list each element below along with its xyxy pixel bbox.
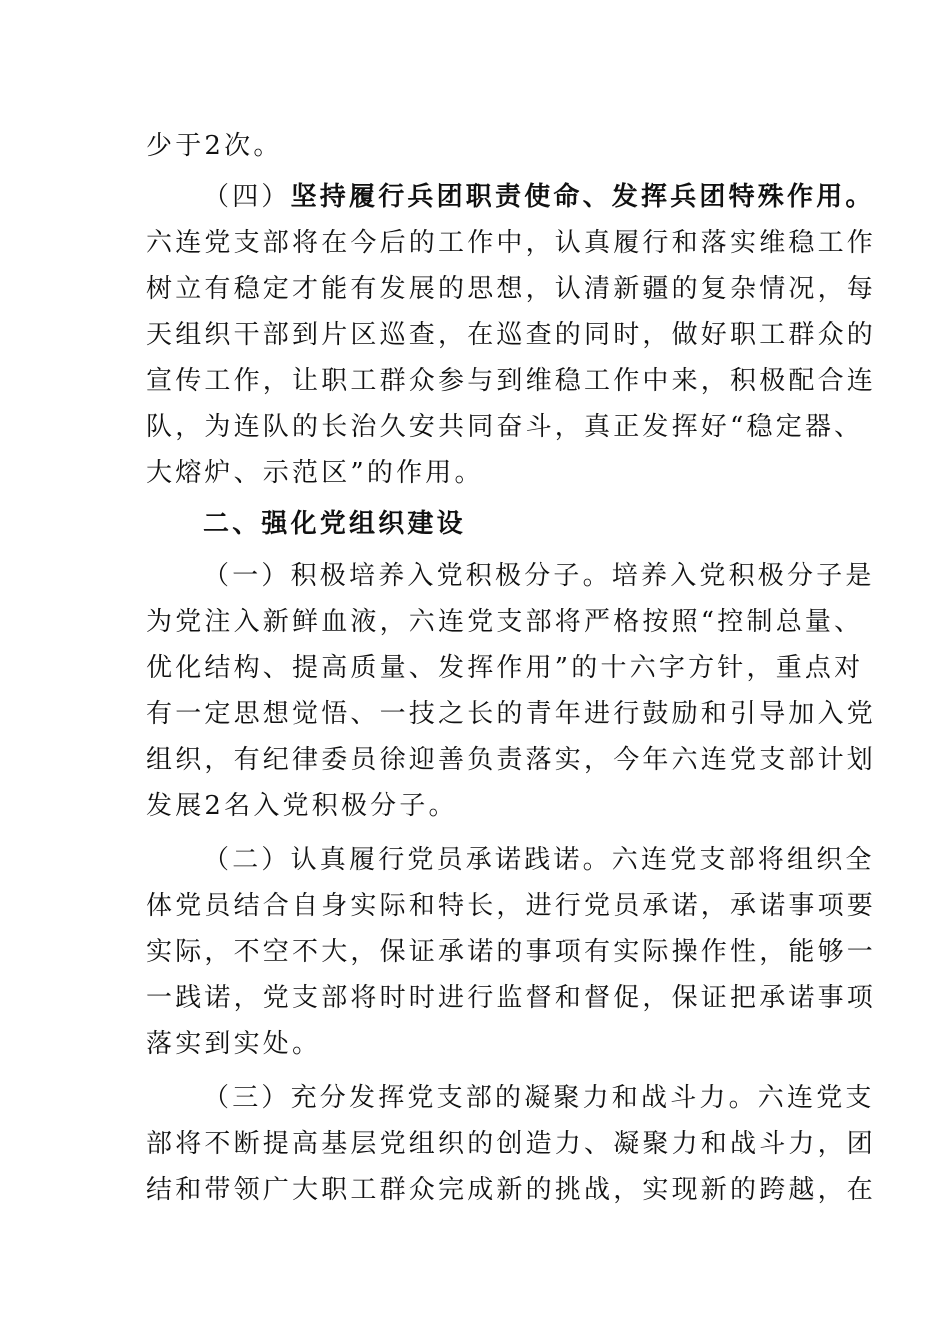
paragraph-line: 体党员结合自身实际和特长，进行党员承诺，承诺事项要 (146, 891, 877, 921)
section-4-title: 坚持履行兵团职责使命、发挥兵团特殊作用。 (290, 182, 875, 212)
paragraph-line: 大熔炉、示范区”的作用。 (146, 458, 484, 488)
paragraph-line: 结和带领广大职工群众完成新的挑战，实现新的跨越，在 (146, 1175, 877, 1205)
paragraph-line: 队，为连队的长治久安共同奋斗，真正发挥好“稳定器、 (146, 412, 864, 442)
paragraph-line: 组织，有纪律委员徐迎善负责落实，今年六连党支部计划 (146, 745, 877, 775)
paragraph-line: 天组织干部到片区巡查，在巡查的同时，做好职工群众的 (146, 320, 877, 350)
paragraph-line: 一践诺，党支部将时时进行监督和督促，保证把承诺事项 (146, 983, 877, 1013)
section-4-number: （四） (203, 182, 291, 212)
paragraph-line: 优化结构、提高质量、发挥作用”的十六字方针，重点对 (146, 653, 864, 683)
paragraph-line: （一）积极培养入党积极分子。培养入党积极分子是 (203, 561, 875, 591)
chapter-heading: 二、强化党组织建设 (203, 509, 466, 539)
paragraph-line: 少于2次。 (146, 131, 283, 161)
paragraph-line: 实际，不空不大，保证承诺的事项有实际操作性，能够一 (146, 937, 877, 967)
paragraph-line: 六连党支部将在今后的工作中，认真履行和落实维稳工作 (146, 228, 877, 258)
paragraph-line: 为党注入新鲜血液，六连党支部将严格按照“控制总量、 (146, 607, 864, 637)
section-4-heading (203, 179, 875, 215)
paragraph-line: 有一定思想觉悟、一技之长的青年进行鼓励和引导加入党 (146, 699, 877, 729)
paragraph-line: 部将不断提高基层党组织的创造力、凝聚力和战斗力，团 (146, 1129, 877, 1159)
paragraph-line: （三）充分发挥党支部的凝聚力和战斗力。六连党支 (203, 1083, 875, 1113)
paragraph-line: （二）认真履行党员承诺践诺。六连党支部将组织全 (203, 845, 875, 875)
paragraph-line: 树立有稳定才能有发展的思想，认清新疆的复杂情况，每 (146, 274, 877, 304)
paragraph-line: 宣传工作，让职工群众参与到维稳工作中来，积极配合连 (146, 366, 877, 396)
paragraph-line: 发展2名入党积极分子。 (146, 791, 458, 821)
paragraph-line: 落实到实处。 (146, 1029, 322, 1059)
